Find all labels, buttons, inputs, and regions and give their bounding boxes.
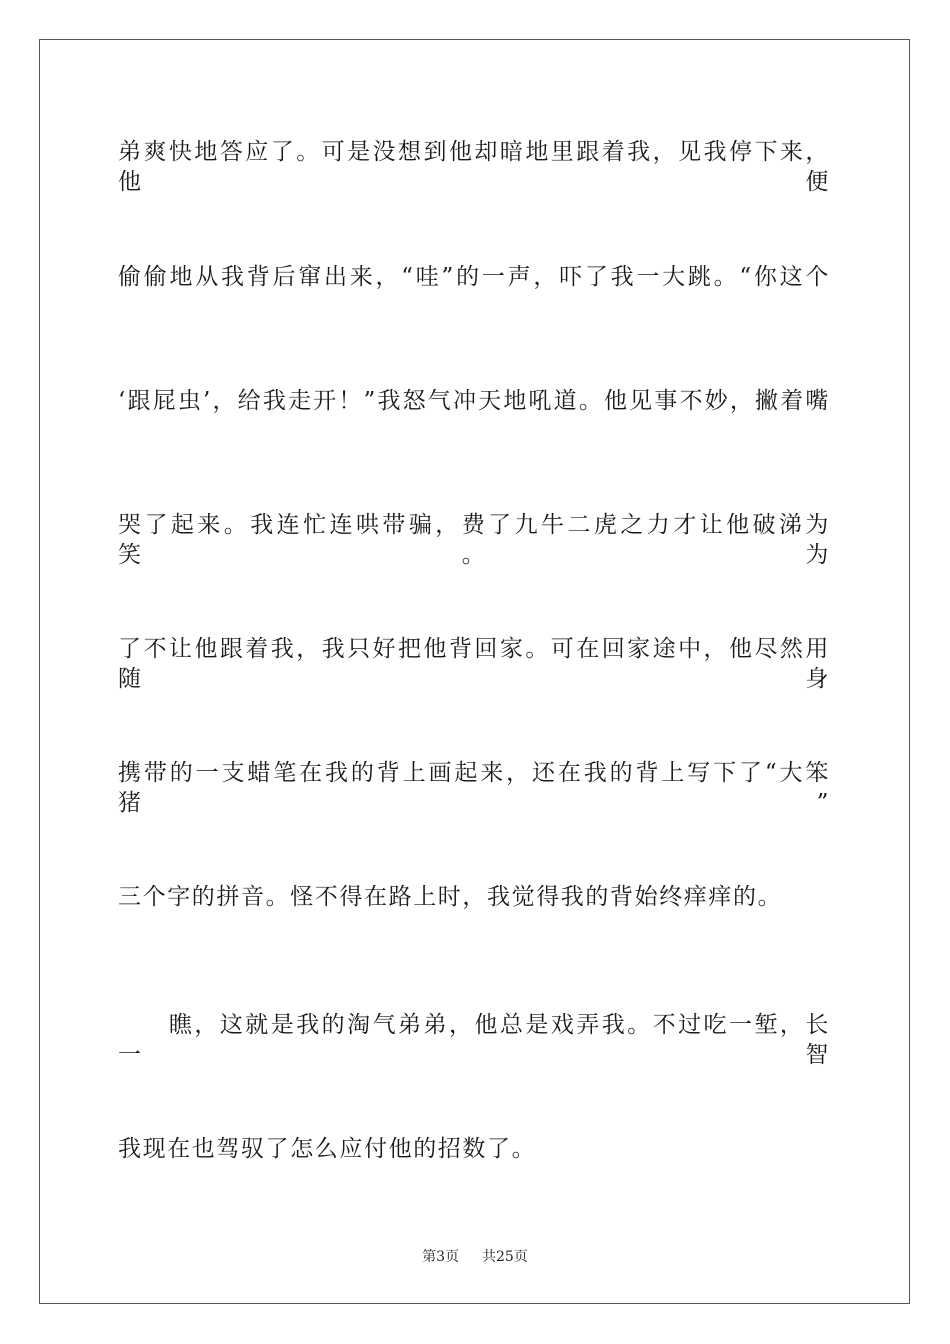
page-footer [0, 1246, 950, 1266]
text-line-9: 我现在也驾驭了怎么应付他的招数了。 [118, 1136, 537, 1162]
page-number: 第3页 [422, 1249, 460, 1265]
text-line-8: 瞧，这就是我的淘气弟弟，他总是戏弄我。不过吃一堑，长一智 [118, 1012, 830, 1068]
text-line-5: 了不让他跟着我，我只好把他背回家。可在回家途中，他尽然用随身 [118, 636, 830, 692]
text-line-4: 哭了起来。我连忙连哄带骗，费了九牛二虎之力才让他破涕为笑。为 [118, 512, 830, 568]
text-line-3: ‘跟屁虫’，给我走开！”我怒气冲天地吼道。他见事不妙，撇着嘴 [118, 388, 830, 414]
page-total: 共25页 [482, 1249, 528, 1265]
text-line-7: 三个字的拼音。怪不得在路上时，我觉得我的背始终痒痒的。 [118, 884, 783, 910]
text-line-1: 弟爽快地答应了。可是没想到他却暗地里跟着我，见我停下来，他便 [118, 139, 830, 195]
text-line-6: 携带的一支蜡笔在我的背上画起来，还在我的背上写下了“大笨猪” [118, 760, 830, 816]
text-line-2: 偷偷地从我背后窜出来，“哇”的一声，吓了我一大跳。“你这个 [118, 264, 830, 290]
